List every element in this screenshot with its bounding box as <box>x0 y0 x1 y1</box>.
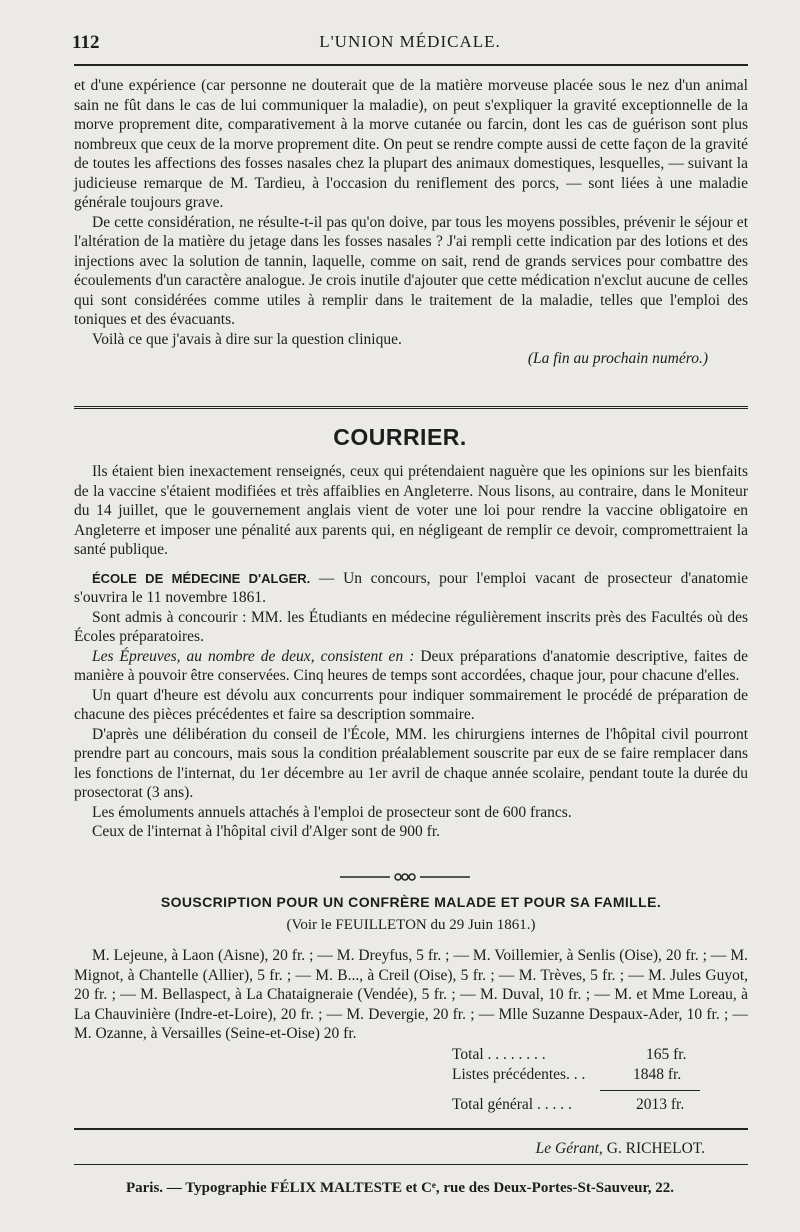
courrier-paragraph: Un quart d'heure est dévolu aux concurrents pour indiquer sommairement le procédé de préparation de chacune des pièces précédentes et faire sa description sommaire. <box>74 686 748 723</box>
total-value: 165 fr. <box>646 1046 687 1063</box>
subscription-list <box>74 946 748 1044</box>
to-be-continued: (La fin au prochain numéro.) <box>527 350 708 367</box>
sum-rule <box>600 1090 700 1091</box>
signature <box>536 1140 705 1158</box>
article-paragraph: De cette considération, ne résulte-t-il pas qu'on doive, par tous les moyens possibles, prévenir le séjour et l'altération de la matière du jetage dans les fosses nasales ? J'ai rempli cette indication par des lotions et des injections avec la solution de tannin, laquelle, comme on sait, rend de grands services pour combattre des écoulements d'un caractère analogue. Je crois inutile d'ajouter que cette médication n'exclut aucune de celles qui sont considérées comme utiles à remplir dans le traitement de la maladie, telles que l'emploi des toniques et des évacuants. <box>74 213 748 328</box>
courrier-paragraph: Ils étaient bien inexactement renseignés, ceux qui prétendaient naguère que les opinions sur les bienfaits de la vaccine s'étaient modifiées et très affaiblies en Angleterre. Nous lisons, au contraire, dans le Moniteur du 14 juillet, que le gouvernement anglais vient de voter une loi pour rendre la vaccine obligatoire en Angleterre et imposer une pénalité aux parents qui, en négligeant de remplir ce devoir, compromettraient la santé publique. <box>74 463 748 558</box>
page-header <box>72 30 748 60</box>
total-label: Total . . . . . . . . <box>452 1046 546 1063</box>
epreuves-label: Les Épreuves, au nombre de deux, consistent en : <box>92 647 415 665</box>
ecole-label: ÉCOLE DE MÉDECINE D'ALGER. <box>92 570 311 586</box>
article-paragraph: Voilà ce que j'avais à dire sur la question clinique. <box>92 330 402 348</box>
printer-rule <box>74 1164 748 1165</box>
printer-imprint: Paris. — Typographie FÉLIX MALTESTE et Cᵉ, rue des Deux-Portes-St-Sauveur, 22. <box>125 1180 675 1196</box>
signature-name: G. RICHELOT. <box>606 1140 705 1157</box>
article-continuation <box>74 76 748 369</box>
running-title: L'UNION MÉDICALE. <box>319 32 501 51</box>
ecole-paragraph <box>74 569 748 608</box>
ornament-divider <box>340 870 470 884</box>
previous-lists-label: Listes précédentes. . . <box>452 1066 586 1083</box>
courrier-paragraph: Ceux de l'internat à l'hôpital civil d'Alger sont de 900 fr. <box>92 823 441 840</box>
subscription-subtitle: (Voir le FEUILLETON du 29 Juin 1861.) <box>286 917 536 933</box>
header-rule <box>74 64 748 66</box>
signature-role: Le Gérant, <box>535 1140 603 1157</box>
epreuves-paragraph <box>74 647 748 686</box>
courrier-paragraph: D'après une délibération du conseil de l'École, MM. les chirurgiens internes de l'hôpital civil pourront prendre part au concours, mais sous la condition préalablement souscrite par eux de se faire remplacer dans les fonctions de l'internat, du 1er décembre au 1er avril de chaque année scolaire, pendant toute la durée du prosectorat (3 ans). <box>74 725 748 801</box>
courrier-paragraph: Sont admis à concourir : MM. les Étudiants en médecine régulièrement inscrits près des Facultés où des Écoles préparatoires. <box>74 608 748 645</box>
ecole-text: — Un concours, pour l'emploi vacant de prosecteur d'anatomie s'ouvrira le 11 novembre 1861. <box>74 569 748 606</box>
section-title-courrier: COURRIER. <box>333 424 467 450</box>
page-number: 112 <box>72 32 100 53</box>
section-rule <box>74 406 748 412</box>
subscription-title: SOUSCRIPTION POUR UN CONFRÈRE MALADE ET POUR SA FAMILLE. <box>160 894 662 910</box>
footer-rule <box>74 1128 748 1130</box>
article-paragraph: et d'une expérience (car personne ne douterait que de la matière morveuse placée sous le nez d'un animal sain ne fût dans le cas de lui communiquer la maladie), on peut s'expliquer la gravité exceptionnelle de la morve proprement dite, comparativement à la morve cutanée ou farcin, dont les cas de guérison sont plus nombreux que ceux de la morve proprement dite. On peut se rendre compte aussi de cette façon de la gravité de toutes les affections des fosses nasales chez la plupart des animaux domestiques, lesquelles, — suivant la judicieuse remarque de M. Tardieu, à l'occasion du reniflement des porcs, — sont liées à une maladie générale toujours grave. <box>74 77 748 211</box>
previous-lists-value: 1848 fr. <box>633 1066 682 1083</box>
grand-total-label: Total général . . . . . <box>452 1096 572 1113</box>
subscriber-list: M. Lejeune, à Laon (Aisne), 20 fr. ; — M. Dreyfus, 5 fr. ; — M. Voillemier, à Senlis (Oise), 20 fr. ; — M. Mignot, à Chantelle (Allier), 5 fr. ; — M. B..., à Creil (Oise), 5 fr. ; — M. Trèves, 5 fr. ; — M. Jules Guyot, 20 fr. ; — M. Bellaspect, à La Chataigneraie (Vendée), 5 fr. ; — M. Duval, 10 fr. ; — M. et Mme Loreau, à La Chauvinière (Indre-et-Loire), 20 fr. ; — M. Devergie, 20 fr. ; — Mlle Suzanne Despaux-Ader, 10 fr. ; — M. Ozanne, à Versailles (Seine-et-Oise) 20 fr. <box>74 947 748 1042</box>
courrier-body <box>74 462 748 842</box>
courrier-paragraph: Les émoluments annuels attachés à l'emploi de prosecteur sont de 600 francs. <box>92 803 572 821</box>
grand-total-value: 2013 fr. <box>636 1096 685 1113</box>
epreuves-text: Deux préparations d'anatomie descriptive, faites de manière à pouvoir être conservées. Cinq heures de temps sont accordées, chaque jour, pour chacune d'elles. <box>74 647 748 684</box>
